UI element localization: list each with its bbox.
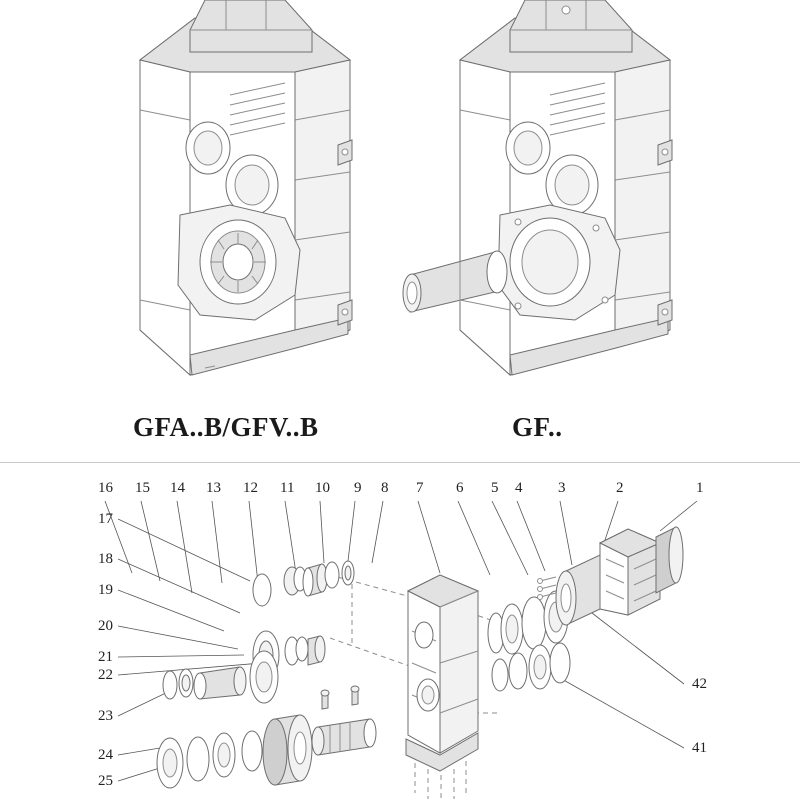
callout-16: 16: [98, 480, 113, 496]
callout-13: 13: [206, 480, 221, 496]
callout-20: 20: [98, 618, 113, 634]
callout-42: 42: [692, 676, 707, 692]
callout-6: 6: [456, 480, 464, 496]
callout-18: 18: [98, 551, 113, 567]
callout-15: 15: [135, 480, 150, 496]
exploded-parts-drawing: [0, 463, 800, 800]
callout-2: 2: [616, 480, 624, 496]
callout-9: 9: [354, 480, 362, 496]
callout-8: 8: [381, 480, 389, 496]
callout-21: 21: [98, 649, 113, 665]
callout-19: 19: [98, 582, 113, 598]
callout-1: 1: [696, 480, 704, 496]
callout-4: 4: [515, 480, 523, 496]
callout-14: 14: [170, 480, 185, 496]
gearbox-isometric-left: [80, 0, 410, 400]
callout-10: 10: [315, 480, 330, 496]
callout-41: 41: [692, 740, 707, 756]
caption-left: GFA..B/GFV..B: [133, 412, 319, 442]
callout-23: 23: [98, 708, 113, 724]
callout-12: 12: [243, 480, 258, 496]
callout-24: 24: [98, 747, 113, 763]
gearbox-isometric-right: [400, 0, 730, 400]
exploded-view-section: [0, 463, 800, 800]
callout-25: 25: [98, 773, 113, 789]
callout-3: 3: [558, 480, 566, 496]
callout-5: 5: [491, 480, 499, 496]
caption-right: GF..: [512, 412, 563, 442]
callout-22: 22: [98, 667, 113, 683]
callout-7: 7: [416, 480, 424, 496]
callout-11: 11: [280, 480, 295, 496]
callout-17: 17: [98, 511, 113, 527]
